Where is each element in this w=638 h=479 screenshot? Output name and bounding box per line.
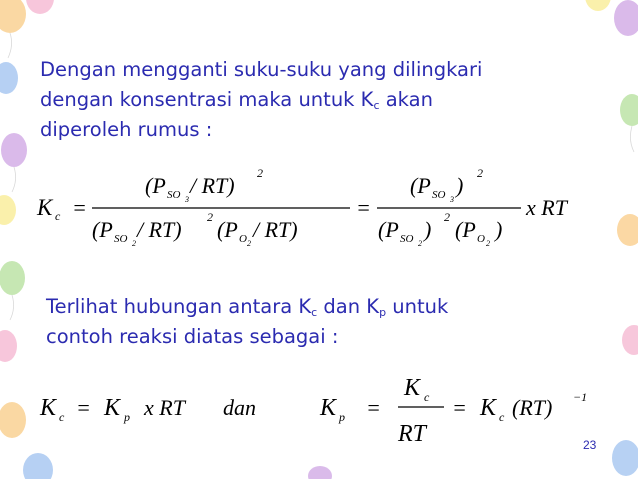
- math-den: (P: [378, 217, 399, 242]
- balloon-icon: [0, 330, 17, 362]
- math-num: (P: [410, 173, 431, 198]
- balloon-icon: [0, 0, 26, 33]
- math-den: ): [424, 217, 432, 242]
- balloon-icon: [585, 0, 611, 11]
- math-k: K: [40, 395, 57, 421]
- math-eq: =: [72, 195, 87, 220]
- math-paren: (RT): [512, 395, 553, 420]
- math-den: (P: [217, 217, 238, 242]
- math-exp: 2: [207, 210, 213, 224]
- intro-text-line-1: Dengan mengganti suku-suku yang dilingkari: [40, 58, 483, 81]
- math-tail: x RT: [144, 395, 185, 420]
- math-tail: x RT: [526, 195, 567, 220]
- formula-kc-partial-pressure: [0, 155, 638, 255]
- balloon-icon: [622, 325, 638, 355]
- math-sub: 2: [247, 239, 251, 248]
- math-sub: O: [239, 233, 247, 245]
- math-sub: 2: [418, 239, 422, 248]
- math-k: K: [37, 195, 53, 220]
- math-sub: 2: [486, 239, 490, 248]
- math-exp: −1: [573, 390, 588, 404]
- math-sub: SO: [432, 189, 446, 201]
- math-num: K: [404, 375, 421, 401]
- math-den: / RT): [137, 217, 182, 242]
- math-exp: 2: [444, 210, 450, 224]
- intro-text-line-2: dengan konsentrasi maka untuk $K_c$ akan: [40, 88, 433, 112]
- math-sub: 3: [185, 195, 189, 204]
- math-sub: c: [424, 390, 430, 404]
- math-dan: dan: [223, 395, 256, 420]
- balloon-icon: [0, 261, 25, 295]
- math-den: (P: [455, 217, 476, 242]
- math-k: K: [480, 395, 497, 421]
- math-den: ): [495, 217, 503, 242]
- math-den: RT: [398, 421, 427, 447]
- math-k: K: [320, 395, 337, 421]
- math-sub: SO: [400, 233, 414, 245]
- math-sub: c: [55, 209, 61, 223]
- math-num: ): [456, 173, 464, 198]
- page-number: 23: [583, 438, 597, 452]
- relation-text-line-1: Terlihat hubungan antara $K_c$ dan $K_p$ untuk: [46, 295, 449, 319]
- math-den: / RT): [253, 217, 298, 242]
- math-sub: SO: [114, 233, 128, 245]
- math-sub: O: [477, 233, 485, 245]
- math-eq: =: [452, 395, 467, 420]
- math-sub: 3: [450, 195, 454, 204]
- balloon-icon: [0, 62, 18, 94]
- relation-text-line-2: contoh reaksi diatas sebagai :: [46, 325, 339, 348]
- math-sub: SO: [167, 189, 181, 201]
- math-sub: c: [499, 410, 505, 424]
- balloon-icon: [23, 453, 53, 479]
- math-eq: =: [366, 395, 381, 420]
- balloon-icon: [26, 0, 54, 14]
- math-sub: c: [59, 410, 65, 424]
- math-exp: 2: [477, 166, 483, 180]
- math-den: (P: [92, 217, 113, 242]
- math-num: (P: [145, 173, 166, 198]
- math-eq: =: [76, 395, 91, 420]
- balloon-icon: [620, 94, 638, 126]
- balloon-icon: [308, 466, 332, 479]
- math-num: / RT): [190, 173, 235, 198]
- math-k: K: [104, 395, 121, 421]
- math-eq: =: [356, 195, 371, 220]
- math-sub: 2: [132, 239, 136, 248]
- formula-kc-kp-relation: [0, 365, 638, 455]
- intro-text-line-3: diperoleh rumus :: [40, 118, 213, 141]
- math-sub: p: [124, 410, 130, 424]
- math-sub: p: [339, 410, 345, 424]
- math-exp: 2: [257, 166, 263, 180]
- balloon-icon: [614, 0, 638, 36]
